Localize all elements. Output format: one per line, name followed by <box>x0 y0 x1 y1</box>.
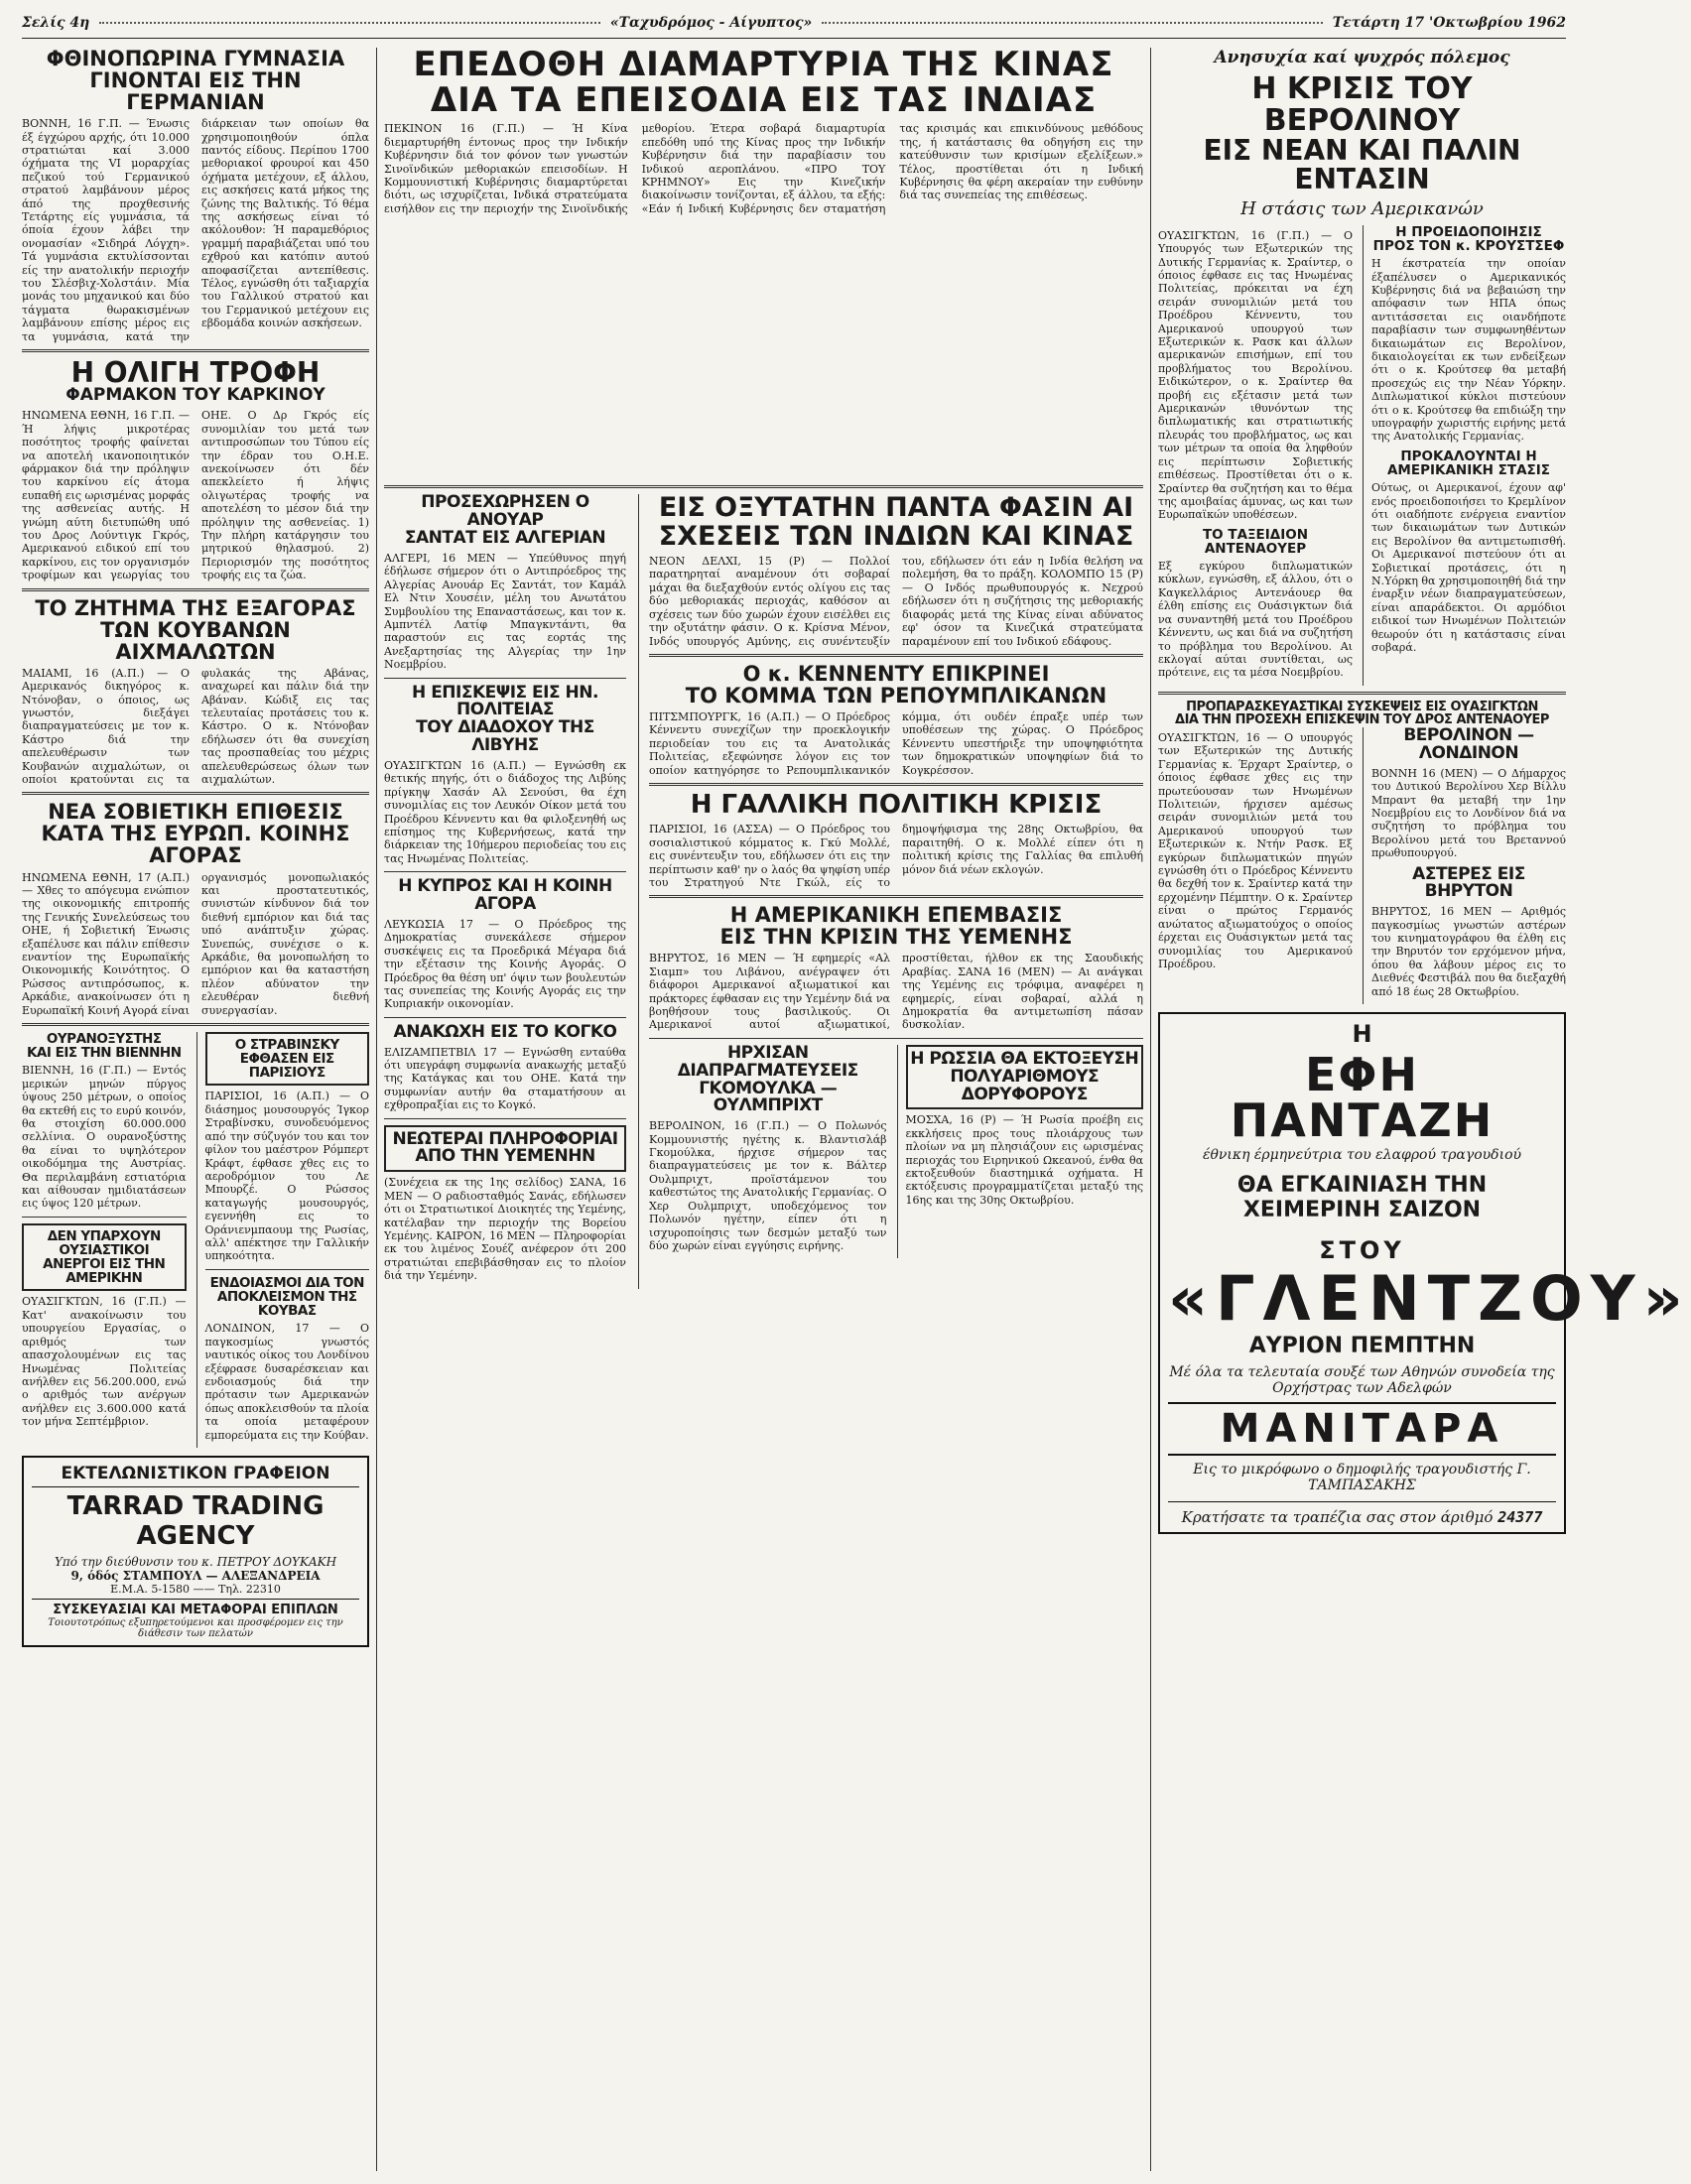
article-text: Η έκστρατεία την οποίαν έξαπέλυσεν ο Αμερικανικός Κυβέρνησις διά να βεβαιώση την απόφασιν των ΗΠΑ όπως αντιτάσσεται εις οιανδήποτε παραβίασιν των συμφωνηθέντων δικαιωμάτων εις Βερολίνον, δικαιολογείται εκ των ενδείξεων ότι ο κ. Κρούτσεφ θα μεταβή προσεχώς εις την Νέαν Υόρκην. Διπλωματικοί κύκλοι πιστεύουν ότι ο κ. Κρούτσεφ θα επιδιώξη την υπογραφήν χωριστής ειρήνης μετά της Ανατολικής Γερμανίας. <box>1371 257 1566 444</box>
headline-second-line: ΤΟ ΚΟΜΜΑ ΤΩΝ ΡΕΠΟΥΜΠΛΙΚΑΝΩΝ <box>685 683 1107 707</box>
headline-second-line: ΤΩΝ ΚΟΥΒΑΝΩΝ ΑΙΧΜΑΛΩΤΩΝ <box>100 617 291 664</box>
article-text: ΗΝΩΜΕΝΑ ΕΘΝΗ, 17 (Α.Π.) — Χθες το απόγευμα ενώπιον της οικονομικής επιτροπής της Γενικής Συνελεύσεως του ΟΗΕ, ή Σοβιετική Ένωσις εξαπέλυσε και πάλιν επίθεσιν εναντίον της Ευρωπαϊκής Οικονομικής Κοινότητος. Ο Ρώσσος αντιπρόσωπος, κ. Αρκάδιε, ανακοίνωσεν ότι η Ευρωπαϊκή Κοινή Αγορά είναι οργανισμός μονοπωλιακός και προστατευτικός, συνιστών κίνδυνον διά τον διεθνή εμπόριον και διά τας υπό ανάπτυξιν χώρας. Συνεπώς, συνέχισε ο κ. Αρκάδιε, θα μονοπωλήση το εμπόριον και θα καταστήση πλέον αδύνατον την ελευθέραν διεθνή συνεργασίαν. <box>22 870 369 1017</box>
headline: ΦΘΙΝΟΠΩΡΙΝΑ ΓΥΜΝΑΣΙΑ ΓΙΝΟΝΤΑΙ ΕΙΣ ΤΗΝ ΓΕΡΜΑΝΙΑΝ <box>46 47 345 115</box>
ad-venue: «ΓΛΕΝΤΖΟΥ» <box>1168 1262 1691 1336</box>
adenauer-article <box>1158 727 1566 1004</box>
divider <box>649 1038 1143 1039</box>
column-left <box>22 48 369 2171</box>
sub-column <box>1363 727 1566 1004</box>
headline: ΝΕΩΤΕΡΑΙ ΠΛΗΡΟΦΟΡΙΑΙ ΑΠΟ ΤΗΝ ΥΕΜΕΝΗΝ <box>384 1125 626 1173</box>
ad-reservation: Κρατήσατε τα τραπέζια σας στον άριθμό 24377 <box>1168 1501 1556 1526</box>
center-subcolumn-1 <box>384 494 626 1288</box>
subhead: Η ΠΡΟΕΙΔΟΠΟΙΗΣΙΣ <box>1395 223 1542 240</box>
article-soviet-attack <box>22 801 369 1017</box>
divider <box>22 1217 187 1218</box>
headline: ΠΡΟΠΑΡΑΣΚΕΥΑΣΤΙΚΑΙ ΣΥΣΚΕΨΕΙΣ ΕΙΣ ΟΥΑΣΙΓΚΤΩΝ <box>1186 699 1538 714</box>
main-headline: ΕΠΕΔΟΘΗ ΔΙΑΜΑΡΤΥΡΙΑ ΤΗΣ ΚΙΝΑΣ <box>413 45 1114 84</box>
divider <box>205 1269 370 1270</box>
headline-second-line: ΚΑΙ ΕΙΣ ΤΗΝ ΒΙΕΝΝΗΝ <box>26 1045 182 1062</box>
headline: ΟΥΡΑΝΟΞΥΣΤΗΣ <box>46 1030 162 1047</box>
ad-orchestra: ΜΑΝΙΤΑΡΑ <box>1168 1402 1556 1456</box>
article-text: ΗΝΩΜΕΝΑ ΕΘΝΗ, 16 Γ.Π. — Ή λήψις μικροτέρας ποσότητος τροφής φαίνεται να αποτελή ικανοποιητικόν φάρμακον διά την πρόληψιν του καρκίνου είς άτομα ευπαθή εις ωρισμένας μορφάς της ασθενείας αυτής. Η γνώμη αύτη διετυπώθη υπό του Δρος Λούντιγκ Γκρός, Αμερικανού ειδικού επί του καρκίνου, εις τον οργανισμόν τροφίμων και γεωργίας του ΟΗΕ. Ο Δρ Γκρός είς συνομιλίαν του μετά των αντιπροσώπων του Τύπου είς την έδραν του Ο.Η.Ε. ανεκοίνωσεν ότι δέν απεκλείετο ή λήψις ολιγωτέρας τροφής να αποτελέση το μέσον διά την πρόληψιν της ασθενείας. 1) Την πλήρη κατάργησιν του μητρικού θηλασμού. 2) Περιορισμόν της ποσότητος τροφής εις τα ζώα. <box>22 409 369 582</box>
article-text: ΛΟΝΔΙΝΟΝ, 17 — Ο παγκοσμίως γνωστός ναυτικός οίκος του Λονδίνου εξέφρασε δυσαρέσκειαν και ενδοιασμούς διά την πρότασιν των Αμερικανών όπως αποκλεισθούν τα πλοία τα οποία μεταφέρουν εμπορεύματα εις την Κούβαν. <box>204 1322 369 1442</box>
column-right <box>1158 48 1691 2171</box>
subhead: ΤΟ ΤΑΞΕΙΔΙΟΝ ΑΝΤΕΝΑΟΥΕΡ <box>1202 526 1309 557</box>
divider <box>22 792 369 795</box>
headline: ΑΣΤΕΡΕΣ ΕΙΣ ΒΗΡΥΤΟΝ <box>1412 863 1525 902</box>
headline-second-line: ΣΑΝΤΑΤ ΕΙΣ ΑΛΓΕΡΙΑΝ <box>404 528 606 549</box>
divider <box>384 485 1143 488</box>
headline: Η ΚΡΙΣΙΣ ΤΟΥ ΒΕΡΟΛΙΝΟΥ <box>1251 71 1473 138</box>
ad-singer-desc: έθνικη έρμηνεύτρια του ελαφρού τραγουδιού <box>1202 1147 1522 1164</box>
sub-column <box>649 1042 887 1258</box>
article-text: ΜΑΙΑΜΙ, 16 (Α.Π.) — Ο Αμερικανός δικηγόρος κ. Ντόνοβαν, ο όποιος, ως γνωστόν, διεξάγει διαπραγματεύσεις με τον κ. Κάστρο διά την απελευθέρωσιν των Κουβανών αιχμαλώτων, οι οποίοι κρατούνται εις τα φυλακάς της Αβάνας, αναχωρεί και πάλιν διά την Αβάναν. Κώδιξ εις τας τελευταίας προτάσεις του κ. Κάστρο. Ο κ. Ντόνοβαν εδήλωσεν ότι θα συνεχίση τας προσπαθείας του μέχρις απελευθερώσεως όλων των αιχμαλώτων. <box>22 666 369 786</box>
headline-second-line: ΦΑΡΜΑΚΟΝ ΤΟΥ ΚΑΡΚΙΝΟΥ <box>65 385 325 406</box>
headline: ΑΝΑΚΩΧΗ ΕΙΣ ΤΟ ΚΟΓΚΟ <box>393 1021 617 1042</box>
divider <box>649 783 1143 786</box>
article-text: ΟΥΑΣΙΓΚΤΩΝ 16 (Α.Π.) — Εγνώσθη εκ θετικής πηγής, ότι ο διάδοχος της Λιβύης πρίγκηψ Χασάν Αλ Σενούσι, θα έχη συνομιλίας εις τον Λευκόν Οίκον μετά του Προέδρου Κέννεντυ και θα φιλοξενηθή ως επίσημος της Κυβερνήσεως, κατά την διάρκειαν της 10ήμερου περιοδείας του εις τας Ηνωμένας Πολιτείας. <box>384 758 626 865</box>
article-text: ΝΕΟΝ ΔΕΛΧΙ, 15 (Ρ) — Πολλοί παρατηρηταί αναμένουν ότι σοβαραί μάχαι θα διεξαχθούν εντός ολίγου εις τας δύο μεθοριακάς περιοχάς, καθόσον αι σχέσεις των δύο χωρών έχουν εισέλθει εις την οξυτάτην φάσιν. Ο κ. Κρίσνα Μένον, Ινδός υπουργός Αμύνης, εις συνέντευξίν του, εδήλωσεν ότι εάν η Ινδία θελήση να πολεμήση, θα το πράξη. ΚΟΛΟΜΠΟ 15 (Ρ) — Ο Ινδός πρωθυπουργός κ. Νεχρού εδήλωσεν ότι η συζήτησις της μεθοριακής διαφοράς μετά της Κίνας είναι αδύνατος εφ' όσον τα Κινεζικά στρατεύματα παραμένουν επί του Ινδικού εδάφους. <box>649 555 1143 648</box>
sub-column <box>897 1045 1144 1258</box>
article-text: ΒΟΝΝΗ, 16 Γ.Π. — Ένωσις έξ έγχώρου αρχής, ότι 10.000 στρατιώται καί 3.000 όχήματα της VI μοραρχίας πεζικού τού Γερμανικού στρατού λαμβάνουν μέρος άπό της προχθεσινής Τετάρτης είς γυμνάσια, τά όποία έχουν λάβει την ονομασίαν «Σιδηρά Λόγχη». Τά γυμνάσια εκτυλίσσονται είς την ανατολικήν περιοχήν του Σλέσβιχ-Χολστάιν. Μία μονάς του μηχανικού και δύο τάγματα θωρακισμένων λαμβάνουν επίσης μέρος εις τα γυμνάσια, κατά την διάρκειαν των οποίων θα χρησιμοποιηθούν όπλα παντός είδους. Περίπου 1700 μεθοριακοί φρουροί και 450 όχήματα μετέχουν, εξ άλλου, εις ασκήσεις κατά μήκος της ζώνης της Βαλτικής. Τό θέμα της ασκήσεως είναι τό ακόλουθον: Ή παραμεθόριος γραμμή παραβιάζεται υπό του εχθρού και κατόπιν αυτού αποφασίζεται αντεπίθεσις. Τέλος, εγνώσθη ότι ταξιαρχία του Γαλλικού στρατού και του Γερμανικού μετέχουν εις εβδομάδα κοινών ασκήσεων. <box>22 117 369 343</box>
ad-season: ΘΑ ΕΓΚΑΙΝΙΑΣΗ ΤΗΝ ΧΕΙΜΕΡΙΝΗ ΣΑΙΖΟΝ <box>1236 1173 1488 1223</box>
divider <box>649 895 1143 898</box>
headline: Ο ΣΤΡΑΒΙΝΣΚΥ ΕΦΘΑΣΕΝ ΕΙΣ ΠΑΡΙΣΙΟΥΣ <box>205 1032 370 1087</box>
ad-note: Τοιουτοτρόπως εξυπηρετούμενοι και προσφέρομεν εις την διάθεσιν των πελατών <box>48 1616 343 1639</box>
berlin-article <box>1158 225 1566 686</box>
headline: ΕΙΣ ΟΞΥΤΑΤΗΝ ΠΑΝΤΑ ΦΑΣΙΝ ΑΙ ΣΧΕΣΕΙΣ ΤΩΝ ΙΝΔΙΩΝ ΚΑΙ ΚΙΝΑΣ <box>658 492 1134 552</box>
ad-stou: ΣΤΟΥ <box>1319 1236 1405 1265</box>
article-cuba-prisoners <box>22 597 369 787</box>
headline: Η ΡΩΣΣΙΑ ΘΑ ΕΚΤΟΞΕΥΣΗ ΠΟΛΥΑΡΙΘΜΟΥΣ ΔΟΡΥΦΟΡΟΥΣ <box>906 1045 1144 1110</box>
page-number: Σελίς 4η <box>22 15 90 31</box>
article-text: ΜΟΣΧΑ, 16 (Ρ) — Ή Ρωσία προέβη εις εκκλήσεις προς τους πλοιάρχους των πλοίων να μη πλησιάζουν εις ωρισμένας περιοχάς του Ειρηνικού Ωκεανού, ένθα θα εκτοξευθούν διαστημικά οχήματα. Η εκτόξευσις προγραμματίζεται μεταξύ της 16ης και της 30ης Οκτωβρίου. <box>905 1113 1143 1207</box>
article-text: ΒΗΡΥΤΟΣ, 16 ΜΕΝ — Ή εφημερίς «Αλ Σιαμπ» του Λιβάνου, ανέγραψεν ότι διάφοροι Αμερικανοί αξιωματικοί και πράκτορες έφθασαν εις την Υεμένην διά να βοηθήσουν τους βασιλικούς. Οι Αμερικανοί αυτοί αξιωματικοί, προστίθεται, ήλθον εκ της Σαουδικής Αραβίας. ΣΑΝΑ 16 (ΜΕΝ) — Αι ανάγκαι της Υεμένης εις τρόφιμα, αναφέρει η εφημερίς, είναι σοβαραί, αλλά η Δημοκρατία θα αντιμετωπίση πάσαν δυσκολίαν. <box>649 952 1143 1032</box>
headline-second-line: ΕΙΣ ΝΕΑΝ ΚΑΙ ΠΑΛΙΝ ΕΝΤΑΣΙΝ <box>1203 134 1521 196</box>
ad-efi-pantazi <box>1158 1012 1691 1534</box>
article-text: ΠΑΡΙΣΙΟΙ, 16 (Α.Π.) — Ο διάσημος μουσουργός Ίγκορ Στραβίνσκυ, συνοδευόμενος από την σύζυγόν του και τον φίλον του μαέστρον Ρόμπερτ Κράφτ, έφθασε χθες εις το αεροδρόμιον του Λε Μπουρζέ. Ο Ρώσσος καταγωγής μουσουργός, εγεννήθη εις το Οράνιενμπαουμ της Ρωσίας, αλλ' απέκτησε την Γαλλικήν υπηκοότητα. <box>204 1090 369 1263</box>
sub-column <box>1158 727 1353 1004</box>
subhead-second-line: ΠΡΟΣ ΤΟΝ κ. ΚΡΟΥΣΤΣΕΦ <box>1372 237 1565 254</box>
ad-title: ΕΚΤΕΛΩΝΙΣΤΙΚΟΝ ΓΡΑΦΕΙΟΝ <box>32 1464 359 1487</box>
divider <box>384 1017 626 1018</box>
headline: ΒΕΡΟΛΙΝΟΝ — ΛΟΝΔΙΝΟΝ <box>1403 725 1534 763</box>
article-gymnasia <box>22 48 369 343</box>
ad-singer-name: ΕΦΗ ΠΑΝΤΑΖΗ <box>1230 1048 1495 1148</box>
center-subcolumn-2 <box>638 494 1143 1288</box>
ad-tarrad-trading <box>22 1456 369 1647</box>
headline-second-line: ΑΠΟΚΛΕΙΣΜΟΝ ΤΗΣ ΚΟΥΒΑΣ <box>216 1288 357 1320</box>
ad-director: Υπό την διεύθυνσιν του κ. ΠΕΤΡΟΥ ΔΟΥΚΑΚΗ <box>54 1554 337 1569</box>
divider <box>384 678 626 679</box>
ad-program: Μέ όλα τα τελευταία σουξέ των Αθηνών συνοδεία της Ορχήστρας των Αδελφών <box>1169 1364 1555 1397</box>
article-text: Ούτως, οι Αμερικανοί, έχουν αφ' ενός προειδοποιήσει το Κρεμλίνον ότι οιαδήποτε ενέργεια εναντίον των δικαιωμάτων των Δυτικών εις Βερολίνον θα αντιμετωπισθή. Οι Αμερικανοί πιστεύουν ότι αι Σοβιετικαί προτάσεις, ότι η Ν.Υόρκη θα χρησιμοποιηθή διά την έναρξιν νέων διαπραγματεύσεων, είναι απαράδεκτοι. Οι αρμόδιοι ειδικοί των Ηνωμένων Πολιτειών θεωρούν ότι η κατάστασις είναι σοβαρά. <box>1371 481 1566 655</box>
issue-date: Τετάρτη 17 'Οκτωβρίου 1962 <box>1332 15 1567 31</box>
ad-services: ΣΥΣΚΕΥΑΣΙΑΙ ΚΑΙ ΜΕΤΑΦΟΡΑΙ ΕΠΙΠΛΩΝ <box>32 1599 359 1617</box>
masthead-rule <box>99 22 600 24</box>
column-center <box>384 45 1143 2171</box>
article-text: ΛΕΥΚΩΣΙΑ 17 — Ο Πρόεδρος της Δημοκρατίας συνεκάλεσε σήμερον συσκέψεις εις τα Προεδρικά Μέγαρα διά την εξέτασιν της Κοινής Αγοράς. Ο Πρόεδρος θα θέση υπ' όψιν των βουλευτών τας συνεπείας της Κοινής Αγοράς εις την Κυπριακήν οικονομίαν. <box>384 917 626 1011</box>
ad-address: 9, όδός ΣΤΑΜΠΟΥΛ — ΑΛΕΞΑΝΔΡΕΙΑ <box>70 1568 321 1583</box>
article-text: ΒΗΡΥΤΟΣ, 16 ΜΕΝ — Αριθμός παγκοσμίως γνωστών αστέρων του κινηματογράφου θα έλθη εις την Βηρυτόν τον ερχόμενον μήνα, όπου θα λάβουν μέρος εις το Διεθνές Φεστιβάλ που θα διεξαχθή από 18 έως 28 Οκτωβρίου. <box>1371 905 1566 998</box>
article-text: ΟΥΑΣΙΓΚΤΩΝ, 16 — Ο υπουργός των Εξωτερικών της Δυτικής Γερμανίας κ. Έρχαρτ Σραίντερ, ο όποιος έφθασε χθες εις την πρωτεύουσαν των Ηνωμένων Πολιτειών, ήρχισεν αμέσως σειράν συνομιλιών μετά του Αμερικανού υπουργού των Εξωτερικών κ. Ντήν Ρασκ. Εξ εγκύρων διπλωματικών πηγών εγνώσθη ότι ο Πρόεδρος Κέννεντυ θα δεχθή τον κ. Σραίντερ κατά την ερχομένην Πέμπτην. Ο κ. Σραίντερ είναι ο πρώτος Γερμανός ανώτατος αξιωματούχος ο οποίος έρχεται εις Ουάσιγκτων μετά τας συνομιλίας του Αμερικανού Προέδρου. <box>1158 731 1353 970</box>
ad-phone-number: 24377 <box>1497 1508 1543 1527</box>
article-text: ΠΕΚΙΝΟΝ 16 (Γ.Π.) — Ή Κίνα διεμαρτυρήθη έντονως προς την Ινδικήν Κυβέρνησιν διά τον φόνον των γνωστών Σινοϊνδικών μεθοριακών επεισοδίων. Η Κομμουνιστική Κυβέρνησις διαμαρτύρεται διότι, ως ισχυρίζεται, Ινδικά στρατεύματα εισήλθον εις την περιοχήν της Σινοϊνδικής μεθορίου. Έτερα σοβαρά διαμαρτυρία επεδόθη υπό της Κίνας προς την Ινδικήν Κυβέρνησιν διά την παραβίασιν του Ινδικού αεροπλάνου. «ΠΡΟ ΤΟΥ ΚΡΗΜΝΟΥ» Εις την Κινεζικήν διακοίνωσιν τονίζονται, εξ άλλου, τα εξής: «Εάν ή Ινδική Κυβέρνησις δεν σταματήση τας κρισιμάς και επικινδύνους μεθόδους της, ή κατάστασις θα οδηγήση εις την κατεύθυνσιν των κρισίμων εξελίξεων.» Τέλος, προστίθεται ότι η Ινδική Κυβέρνησις θα φέρη ακεραίαν την ευθύνην διά τας συνεπείας της επιθέσεως. <box>384 122 1143 215</box>
subhead: ΠΡΟΚΑΛΟΥΝΤΑΙ Η ΑΜΕΡΙΚΑΝΙΚΗ ΣΤΑΣΙΣ <box>1386 448 1551 478</box>
headline-second-line: ΕΙΣ ΤΗΝ ΚΡΙΣΙΝ ΤΗΣ ΥΕΜΕΝΗΣ <box>719 925 1073 950</box>
headline-second-line: ΚΑΤΑ ΤΗΣ ΕΥΡΩΠ. ΚΟΙΝΗΣ ΑΓΟΡΑΣ <box>41 822 350 868</box>
sub-column <box>1363 225 1566 686</box>
article-text: ΒΙΕΝΝΗ, 16 (Γ.Π.) — Εντός μερικών μηνών πύργος ύψους 250 μέτρων, ο οποίος θα εκτεθή εις το ευρύ κοινόν, θα στοιχίση 60.000.000 σελλίνια. Ο ουρανοξύστης θα είναι το υψηλότερον οικοδόμημα της Αυστρίας. Θα περιλαμβάνη εστιατόρια και αίθουσαν ημιδιατάσεων εις ύψος 120 μέτρων. <box>22 1064 187 1211</box>
ad-guest: Εις το μικρόφωνο ο δημοφιλής τραγουδιστής Γ. ΤΑΜΠΑΣΑΚΗΣ <box>1193 1462 1531 1494</box>
ad-company-name: TARRAD TRADING AGENCY <box>66 1490 325 1551</box>
row-short-articles <box>22 1032 369 1448</box>
masthead <box>22 8 1566 39</box>
divider <box>22 1023 369 1026</box>
article-text: Εξ εγκύρου διπλωματικών κύκλων, εγνώσθη, εξ άλλου, ότι ο Καγκελλάριος Αντενάουερ θα έλθη επίσης εις Ουάσιγκτων διά να συναντηθή μετά του Προέδρου Κέννεντυ, ως και διά να συζητήση το πρόβλημα του Βερολίνου. Αι εκλογαί αύται συντίθεται, ως πρότεινε, εις τα μέσα Νοεμβρίου. <box>1158 560 1353 680</box>
ad-article: Η <box>1352 1020 1372 1049</box>
main-headline-second-line: ΔΙΑ ΤΑ ΕΠΕΙΣΟΔΙΑ ΕΙΣ ΤΑΣ ΙΝΔΙΑΣ <box>430 79 1098 120</box>
article-text: ΕΛΙΖΑΜΠΕΤΒΙΛ 17 — Εγνώσθη ενταύθα ότι υπεγράφη συμφωνία ανακωχής μεταξύ της Κατάγκας και του ΟΗΕ. Κατά την συμφωνίαν αυτήν θα σταματήσουν αι εχθροπραξίαι εις το Κογκό. <box>384 1045 626 1112</box>
kicker: Ανησυχία καί ψυχρός πόλεμος <box>1214 48 1510 67</box>
divider <box>384 1118 626 1119</box>
article-text: ΑΛΓΕΡΙ, 16 ΜΕΝ — Υπεύθυνος πηγή έδήλωσε σήμερον ότι ο Αντιπρόεδρος της Αλγερίας Ανουάρ Ες Σαντάτ, τον Καμάλ Ελ Ντιν Χουσέιν, μέλη του Ανωτάτου Συμβουλίου της Επαναστάσεως, και τον κ. Αμπντέλ Λατίφ Μπαγκντάντι, θα παραστούν εις τας εορτάς της Ανεξαρτησίας της Αλγερίας την 1ην Νοεμβρίου. <box>384 551 626 672</box>
article-text: ΒΕΡΟΛΙΝΟΝ, 16 (Γ.Π.) — Ο Πολωνός Κομμουνιστής ηγέτης κ. Βλαντισλάβ Γκομούλκα, ήρχισε σήμερον τας διαπραγματεύσεις με τον κ. Βάλτερ Ουλμπριχτ, προϊστάμενον του καθεστώτος της Ανατολικής Γερμανίας. Ο Χερ Ουλμπριχτ, υποδεχόμενος τον Πολωνόν ηγέτην, είπεν ότι η ισχυροποίησις των δεσμών μεταξύ των δύο χωρών είναι εγγύησις ειρήνης. <box>649 1119 887 1252</box>
article-text: ΟΥΑΣΙΓΚΤΩΝ, 16 (Γ.Π.) — Ο Υπουργός των Εξωτερικών της Δυτικής Γερμανίας κ. Σραίντερ, ο όποιος έφθασε εις τας Ηνωμένας Πολιτείας, πρόκειται να έχη σειράν συνομιλιών μετά του Προέδρου Κέννεντυ, του Αμερικανού υπουργού των Εξωτερικών κ. Ρασκ και άλλων αμερικανών επισήμων, επί του προβλήματος του Βερολίνου. Ειδικώτερον, ο κ. Σραίντερ θα προβή εις εξέτασιν μετά των Αμερικανών ιθυνόντων της διπλωματικής και στρατιωτικής πλευράς του προβλήματος, ως και των μέτρων τα οποία θα ληφθούν εις περίπτωσιν Σοβιετικής επιθέσεως. Προστίθεται ότι ο κ. Σραίντερ θα συζητήση και το θέμα της αμοιβαίας άμυνας, ως και των Ευρωπαϊκών υποθέσεων. <box>1158 228 1353 522</box>
divider <box>22 349 369 352</box>
masthead-rule <box>822 22 1323 24</box>
headline: ΤΟ ΖΗΤΗΜΑ ΤΗΣ ΕΞΑΓΟΡΑΣ <box>35 595 356 620</box>
divider <box>384 871 626 872</box>
column-divider <box>376 48 377 2171</box>
headline: Ο κ. ΚΕΝΝΕΝΤΥ ΕΠΙΚΡΙΝΕΙ <box>742 661 1050 686</box>
article-text: ΠΙΤΣΜΠΟΥΡΓΚ, 16 (Α.Π.) — Ο Πρόεδρος Κέννεντυ συνεχίζων την προεκλογικήν περιοδείαν του εις τα Ανατολικάς Πολιτείας, εξεφώνησε λόγον εις τον οποίον κατηγόρησε το Ρεπουμπλικανικόν κόμμα, ότι ουδέν έπραξε υπέρ των υποθέσεων της χώρας. Ο Πρόεδρος Κέννεντυ υπεστήριξε την υποψηφιότητα των δημοκρατικών υποψηφίων διά το Κογκρέσσον. <box>649 710 1143 777</box>
headline: ΔΕΝ ΥΠΑΡΧΟΥΝ ΟΥΣΙΑΣΤΙΚΟΙ ΑΝΕΡΓΟΙ ΕΙΣ ΤΗΝ ΑΜΕΡΙΚΗΝ <box>22 1223 187 1292</box>
headline-second-line: ΤΟΥ ΔΙΑΔΟΧΟΥ ΤΗΣ ΛΙΒΥΗΣ <box>416 717 594 756</box>
headline: Η ΚΥΠΡΟΣ ΚΑΙ Η ΚΟΙΝΗ ΑΓΟΡΑ <box>398 876 612 915</box>
sub-column <box>22 1032 187 1448</box>
headline: ΠΡΟΣΕΧΩΡΗΣΕΝ Ο ΑΝΟΥΑΡ <box>421 492 589 531</box>
center-bottom-pair <box>649 1042 1143 1258</box>
newspaper-name: «Ταχυδρόμος - Αίγυπτος» <box>609 15 813 31</box>
headline: ΝΕΑ ΣΟΒΙΕΤΙΚΗ ΕΠΙΘΕΣΙΣ <box>48 800 343 825</box>
article-cancer <box>22 358 369 582</box>
sub-column <box>196 1032 370 1448</box>
headline: ΕΝΔΟΙΑΣΜΟΙ ΔΙΑ ΤΟΝ <box>209 1274 364 1291</box>
divider <box>1158 692 1566 695</box>
center-lower-row <box>384 494 1143 1288</box>
divider <box>22 588 369 591</box>
headline: ΗΡΧΙΣΑΝ ΔΙΑΠΡΑΓΜΑΤΕΥΣΕΙΣ <box>677 1042 858 1081</box>
article-text: ΒΟΝΝΗ 16 (ΜΕΝ) — Ο Δήμαρχος του Δυτικού Βερολίνου Χερ Βίλλυ Μπραντ θα μεταβή την 1ην Νοεμβρίου εις το Λονδίνον διά να συζητήση το πρόβλημα του Βερολίνου μετά του Βρεταννού πρωθυπουργού. <box>1371 766 1566 860</box>
headline: Η ΑΜΕΡΙΚΑΝΙΚΗ ΕΠΕΜΒΑΣΙΣ <box>729 903 1063 928</box>
headline-second-line: ΔΙΑ ΤΗΝ ΠΡΟΣΕΧΗ ΕΠΙΣΚΕΨΙΝ ΤΟΥ ΔΡΟΣ ΑΝΤΕΝΑΟΥΕΡ <box>1175 712 1549 728</box>
article-text: (Συνέχεια εκ της 1ης σελίδος) ΣΑΝΑ, 16 ΜΕΝ — Ο ραδιοσταθμός Σανάς, εδήλωσεν ότι οι Στρατιωτικοί Διοικητές της Υεμένης, κατέλαβαν την περιοχήν της Βορείου Υεμένης. ΚΑΙΡΟΝ, 16 ΜΕΝ — Πληροφορίαι εκ του λιμένος Σουέζ ανέφερον ότι 200 στρατιώται επεβιβάσθησαν εις το πλοίον διά την Υεμένην. <box>384 1176 626 1283</box>
headline: Η ΕΠΙΣΚΕΨΙΣ ΕΙΣ ΗΝ. ΠΟΛΙΤΕΙΑΣ <box>412 682 598 720</box>
sub-column <box>1158 225 1353 686</box>
headline-second-line: ΓΚΟΜΟΥΛΚΑ — ΟΥΛΜΠΡΙΧΤ <box>699 1078 838 1116</box>
subheadline: Η στάσις των Αμερικανών <box>1240 197 1484 219</box>
divider <box>649 654 1143 657</box>
article-text: ΠΑΡΙΣΙΟΙ, 16 (ΑΣΣΑ) — Ο Πρόεδρος του σοσιαλιστικού κόμματος κ. Γκύ Μολλέ, εις συνέντευξιν του, εδήλωσεν ότι εις την περίπτωσιν καθ' ην ο λαός θα ψηφίση υπέρ του Στρατηγού Ντε Γκώλ, είς το δημοψήφισμα της 28ης Οκτωβρίου, θα παραιτηθή. Ο κ. Μολλέ είπεν ότι η πολιτική κρίσις της Γαλλίας θα επιλυθή μόνον διά νέων εκλογών. <box>649 823 1143 889</box>
column-divider <box>1150 48 1151 2171</box>
headline: Η ΟΛΙΓΗ ΤΡΟΦΗ <box>70 356 321 390</box>
article-text: ΟΥΑΣΙΓΚΤΩΝ, 16 (Γ.Π.) — Κατ' ανακοίνωσιν του υπουργείου Εργασίας, ο αριθμός των απασχολουμένων εις τας Ηνωμένας Πολιτείας ανήλθεν εις 56.200.000, ενώ ο αριθμός των ανέργων ανήλθεν εις 3.600.000 κατά τον μήνα Σεπτέμβριον. <box>22 1295 187 1429</box>
ad-when: ΑΥΡΙΟΝ ΠΕΜΠΤΗΝ <box>1248 1334 1476 1359</box>
ad-phone: Ε.Μ.Α. 5-1580 —— Τηλ. 22310 <box>110 1582 281 1596</box>
newspaper-page <box>22 8 1691 2176</box>
headline: Η ΓΑΛΛΙΚΗ ΠΟΛΙΤΙΚΗ ΚΡΙΣΙΣ <box>690 790 1103 821</box>
